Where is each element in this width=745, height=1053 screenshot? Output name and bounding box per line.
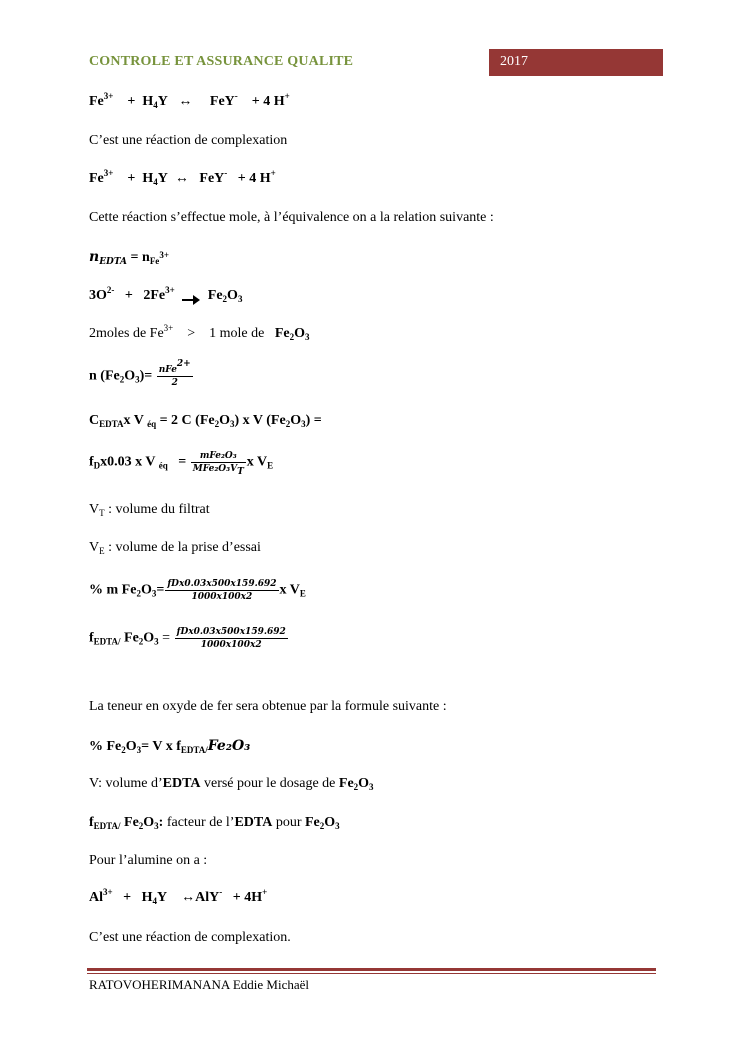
- equation-fe-h4y-2: $Fe^{3+}$ + $H_4Y$ ↔ FeY- + 4 H+: [89, 168, 276, 187]
- definition-ve: $V_E$ : volume de la prise d’essai: [89, 540, 261, 556]
- equation-fedta-fe2o3: $f_{EDTA/}$ $Fe_2O_3$ = $\frac{\text{fDx0.03x500x159.692}}{1000x100x2}$: [89, 627, 286, 650]
- equation-n-fe2o3: n $(Fe_2O_3)=$ $\frac{nFe^{2+}}{2}$: [89, 359, 191, 388]
- header-year-badge: 2017: [489, 49, 663, 76]
- definition-v-edta: V: volume d’EDTA versé pour le dosage de $Fe_2O_3$: [89, 776, 374, 792]
- paragraph-alumine: Pour l’alumine on a :: [89, 853, 208, 868]
- definition-f-edta: $f_{EDTA/}$ $Fe_2O_3$: facteur de l’EDTA pour $Fe_2O_3$: [89, 815, 340, 831]
- paragraph-complexation-2: C’est une réaction de complexation.: [89, 930, 291, 945]
- equation-fe2o3-formation: $3O^{2-}$ + $2Fe^{3+}$ $Fe_2O_3$: [89, 285, 243, 304]
- equation-moles-ratio: 2moles de $Fe^{3+}$ > 1 mole de $Fe_2O_3$: [89, 323, 310, 342]
- reaction-arrow-icon: [182, 293, 200, 303]
- fraction-nfe-2: $\frac{nFe^{2+}}{2}$: [158, 359, 191, 388]
- footer-divider: [87, 968, 656, 971]
- equation-cedta: $C_{EDTA}x$ V $_{éq}$ = 2 C $(Fe_2O_3)$ x V $(Fe_2O_3)$ =: [89, 413, 322, 429]
- paragraph-complexation: C’est une réaction de complexation: [89, 133, 288, 148]
- fraction-mfe2o3: $\frac{\text{mFe₂O₃}}{MFe_2O_3V_T}$: [192, 451, 244, 477]
- paragraph-equivalence: Cette réaction s’effectue mole, à l’équivalence on a la relation suivante :: [89, 210, 494, 225]
- equation-fe-h4y: $Fe^{3+}$ + $H_4Y$ ↔ FeY- + 4 H+: [89, 91, 290, 110]
- equation-percent-fe2o3: % $Fe_2O_3= V$ x $f_{EDTA/}Fe_2O_3$: [89, 738, 251, 755]
- definition-vt: $V_T$ : volume du filtrat: [89, 502, 210, 518]
- footer-author: RATOVOHERIMANANA Eddie Michaël: [89, 977, 310, 992]
- footer-divider-thin: [87, 973, 656, 974]
- header-title: CONTROLE ET ASSURANCE QUALITE: [89, 54, 354, 69]
- fraction-fd-calc-2: $\frac{\text{fDx0.03x500x159.692}}{1000x100x2}$: [176, 627, 286, 650]
- equation-al-h4y: $Al^{3+}$ + $H_4Y$ ↔AlY- + 4H+: [89, 887, 268, 906]
- fraction-fd-calc: $\frac{\text{fDx0.03x500x159.692}}{1000x100x2}$: [167, 579, 277, 602]
- equation-n-edta: $n_{EDTA} = n_{Fe^{3+}}$: [89, 249, 169, 267]
- paragraph-teneur: La teneur en oxyde de fer sera obtenue par la formule suivante :: [89, 699, 447, 714]
- equation-fd-ve: $f_Dx0.03$ x V $_{éq}$ = $\frac{\text{mFe₂O₃}}{MFe_2O_3V_T}$ x $V_E$: [89, 451, 274, 477]
- equation-percent-m-fe2o3: % m $Fe_2O_3=$ $\frac{\text{fDx0.03x500x159.692}}{1000x100x2}$ x $V_E$: [89, 579, 306, 602]
